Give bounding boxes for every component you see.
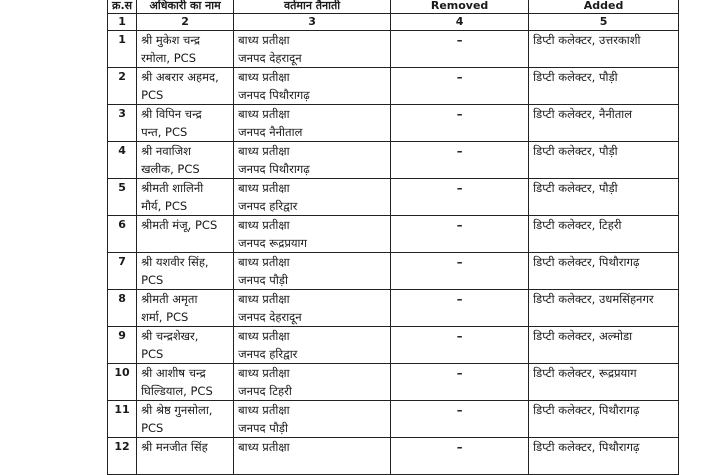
table-row	[108, 105, 679, 142]
current-posting-cell	[234, 216, 391, 253]
current-posting-cell	[234, 179, 391, 216]
officer-name-line1: श्रीमती शालिनी	[141, 181, 204, 195]
removed-cell	[391, 179, 529, 216]
current-posting-cell	[234, 253, 391, 290]
added-cell	[529, 105, 679, 142]
current-posting-cell	[234, 290, 391, 327]
serial-number-cell	[108, 364, 137, 401]
officer-name-cell	[137, 253, 234, 290]
officer-name-line2: PCS	[141, 347, 164, 361]
current-posting-cell	[234, 68, 391, 105]
removed-value: –	[456, 107, 463, 121]
removed-cell	[391, 105, 529, 142]
serial-number: 1	[118, 33, 126, 46]
current-posting-line2: जनपद नैनीताल	[238, 125, 303, 139]
header-serial-no: क्र.स	[108, 0, 137, 14]
added-cell	[529, 68, 679, 105]
serial-number-cell	[108, 68, 137, 105]
removed-cell	[391, 142, 529, 179]
officer-name-line2: शर्मा, PCS	[141, 310, 189, 324]
current-posting-line1: बाध्य प्रतीक्षा	[238, 440, 290, 454]
table-row	[108, 327, 679, 364]
officer-name-line1: श्री यशवीर सिंह,	[141, 255, 209, 269]
serial-number: 7	[118, 255, 126, 268]
added-posting: डिप्टी कलेक्टर, अल्मोडा	[533, 329, 633, 343]
added-cell	[529, 179, 679, 216]
added-cell	[529, 253, 679, 290]
officer-name-cell	[137, 401, 234, 438]
officer-name-line2: घिल्डियाल, PCS	[141, 384, 213, 398]
current-posting-cell	[234, 401, 391, 438]
removed-cell	[391, 31, 529, 68]
column-number: 2	[137, 14, 234, 31]
officer-name-cell	[137, 364, 234, 401]
current-posting-line1: बाध्य प्रतीक्षा	[238, 70, 290, 84]
removed-cell	[391, 438, 529, 475]
removed-value: –	[456, 181, 463, 195]
serial-number: 11	[114, 403, 130, 416]
added-posting: डिप्टी कलेक्टर, टिहरी	[533, 218, 622, 232]
officer-name-cell	[137, 179, 234, 216]
serial-number: 6	[118, 218, 126, 231]
current-posting-line2: जनपद हरिद्वार	[238, 347, 298, 361]
removed-cell	[391, 290, 529, 327]
added-posting: डिप्टी कलेक्टर, रूद्रप्रयाग	[533, 366, 637, 380]
serial-number-cell	[108, 179, 137, 216]
current-posting-line2: जनपद रूद्रप्रयाग	[238, 236, 307, 250]
officer-name-line1: श्री मुकेश चन्द्र	[141, 33, 201, 47]
serial-number: 5	[118, 181, 126, 194]
header-row	[108, 0, 679, 14]
officer-name-line2: मौर्य, PCS	[141, 199, 188, 213]
table-row	[108, 290, 679, 327]
removed-value: –	[456, 366, 463, 380]
table-row	[108, 31, 679, 68]
current-posting-line2: जनपद पौड़ी	[238, 421, 288, 435]
current-posting-line1: बाध्य प्रतीक्षा	[238, 144, 290, 158]
serial-number-cell	[108, 216, 137, 253]
added-cell	[529, 216, 679, 253]
current-posting-line1: बाध्य प्रतीक्षा	[238, 329, 290, 343]
header-added: Added	[529, 0, 679, 14]
current-posting-cell	[234, 105, 391, 142]
current-posting-line2: जनपद पिथौरागढ़	[238, 162, 310, 176]
current-posting-cell	[234, 31, 391, 68]
current-posting-line1: बाध्य प्रतीक्षा	[238, 181, 290, 195]
current-posting-line2: जनपद देहरादून	[238, 310, 302, 324]
serial-number-cell	[108, 438, 137, 475]
removed-value: –	[456, 329, 463, 343]
column-number: 3	[234, 14, 391, 31]
column-number: 4	[391, 14, 529, 31]
current-posting-cell	[234, 327, 391, 364]
added-cell	[529, 31, 679, 68]
header-officer-name: अधिकारी का नाम	[137, 0, 234, 14]
serial-number: 10	[114, 366, 130, 379]
added-cell	[529, 327, 679, 364]
officer-name-line1: श्री आशीष चन्द्र	[141, 366, 206, 380]
officer-name-cell	[137, 142, 234, 179]
added-cell	[529, 401, 679, 438]
current-posting-line1: बाध्य प्रतीक्षा	[238, 292, 290, 306]
removed-value: –	[456, 255, 463, 269]
officer-name-line1: श्री विपिन चन्द्र	[141, 107, 202, 121]
officer-name-line2: PCS	[141, 421, 164, 435]
current-posting-line1: बाध्य प्रतीक्षा	[238, 366, 290, 380]
current-posting-line1: बाध्य प्रतीक्षा	[238, 33, 290, 47]
added-cell	[529, 364, 679, 401]
added-posting: डिप्टी कलेक्टर, उत्तरकाशी	[533, 33, 641, 47]
added-cell	[529, 438, 679, 475]
table-row	[108, 68, 679, 105]
serial-number: 2	[118, 70, 126, 83]
current-posting-line2: जनपद पिथौरागढ़	[238, 88, 310, 102]
serial-number-cell	[108, 142, 137, 179]
current-posting-line1: बाध्य प्रतीक्षा	[238, 218, 290, 232]
added-posting: डिप्टी कलेक्टर, पौड़ी	[533, 181, 618, 195]
table-row	[108, 179, 679, 216]
current-posting-line1: बाध्य प्रतीक्षा	[238, 255, 290, 269]
table-row	[108, 253, 679, 290]
serial-number: 4	[118, 144, 126, 157]
serial-number-cell	[108, 253, 137, 290]
removed-value: –	[456, 144, 463, 158]
serial-number-cell	[108, 290, 137, 327]
officer-name-cell	[137, 438, 234, 475]
serial-number-cell	[108, 327, 137, 364]
officer-name-cell	[137, 327, 234, 364]
current-posting-line1: बाध्य प्रतीक्षा	[238, 107, 290, 121]
current-posting-line2: जनपद हरिद्वार	[238, 199, 298, 213]
officer-name-line2: PCS	[141, 88, 164, 102]
removed-value: –	[456, 440, 463, 454]
table-row	[108, 364, 679, 401]
current-posting-cell	[234, 364, 391, 401]
table-row	[108, 401, 679, 438]
current-posting-cell	[234, 438, 391, 475]
serial-number: 8	[118, 292, 126, 305]
current-posting-line2: जनपद टिहरी	[238, 384, 292, 398]
serial-number-cell	[108, 401, 137, 438]
table-row	[108, 142, 679, 179]
removed-cell	[391, 68, 529, 105]
removed-value: –	[456, 218, 463, 232]
removed-cell	[391, 216, 529, 253]
column-number: 1	[108, 14, 137, 31]
officer-name-cell	[137, 290, 234, 327]
current-posting-line2: जनपद देहरादून	[238, 51, 302, 65]
column-number: 5	[529, 14, 679, 31]
serial-number: 3	[118, 107, 126, 120]
added-cell	[529, 290, 679, 327]
removed-cell	[391, 327, 529, 364]
removed-cell	[391, 253, 529, 290]
serial-number: 9	[118, 329, 126, 342]
added-posting: डिप्टी कलेक्टर, पिथौरागढ़	[533, 403, 640, 417]
removed-value: –	[456, 403, 463, 417]
header-removed: Removed	[391, 0, 529, 14]
officer-name-cell	[137, 31, 234, 68]
officer-name-cell	[137, 105, 234, 142]
officer-name-line1: श्रीमती अमृता	[141, 292, 198, 306]
removed-value: –	[456, 292, 463, 306]
officer-name-line1: श्रीमती मंजू, PCS	[141, 218, 218, 232]
officer-name-line2: रमोला, PCS	[141, 51, 196, 65]
added-posting: डिप्टी कलेक्टर, नैनीताल	[533, 107, 633, 121]
removed-value: –	[456, 70, 463, 84]
serial-number-cell	[108, 31, 137, 68]
table-row	[108, 438, 679, 475]
removed-value: –	[456, 33, 463, 47]
officer-name-line1: श्री अबरार अहमद,	[141, 70, 219, 84]
added-cell	[529, 142, 679, 179]
current-posting-cell	[234, 142, 391, 179]
officer-name-line1: श्री मनजीत सिंह	[141, 440, 208, 454]
added-posting: डिप्टी कलेक्टर, पिथौरागढ़	[533, 255, 640, 269]
removed-cell	[391, 401, 529, 438]
added-posting: डिप्टी कलेक्टर, उधमसिंहनगर	[533, 292, 654, 306]
transfer-order-table	[107, 0, 679, 475]
officer-name-line2: PCS	[141, 273, 164, 287]
officer-name-line2: पन्त, PCS	[141, 125, 188, 139]
officer-name-line1: श्री श्रेष्ठ गुनसोला,	[141, 403, 213, 417]
officer-name-cell	[137, 68, 234, 105]
serial-number: 12	[114, 440, 130, 453]
added-posting: डिप्टी कलेक्टर, पिथौरागढ़	[533, 440, 640, 454]
added-posting: डिप्टी कलेक्टर, पौड़ी	[533, 144, 618, 158]
header-current-posting: वर्तमान तैनाती	[234, 0, 391, 14]
serial-number-cell	[108, 105, 137, 142]
officer-name-line1: श्री चन्द्रशेखर,	[141, 329, 199, 343]
column-number-row	[108, 14, 679, 31]
added-posting: डिप्टी कलेक्टर, पौड़ी	[533, 70, 618, 84]
current-posting-line2: जनपद पौड़ी	[238, 273, 288, 287]
table-row	[108, 216, 679, 253]
officer-name-line1: श्री नवाजिश	[141, 144, 191, 158]
removed-cell	[391, 364, 529, 401]
officer-name-line2: खलीक, PCS	[141, 162, 200, 176]
officer-name-cell	[137, 216, 234, 253]
current-posting-line1: बाध्य प्रतीक्षा	[238, 403, 290, 417]
